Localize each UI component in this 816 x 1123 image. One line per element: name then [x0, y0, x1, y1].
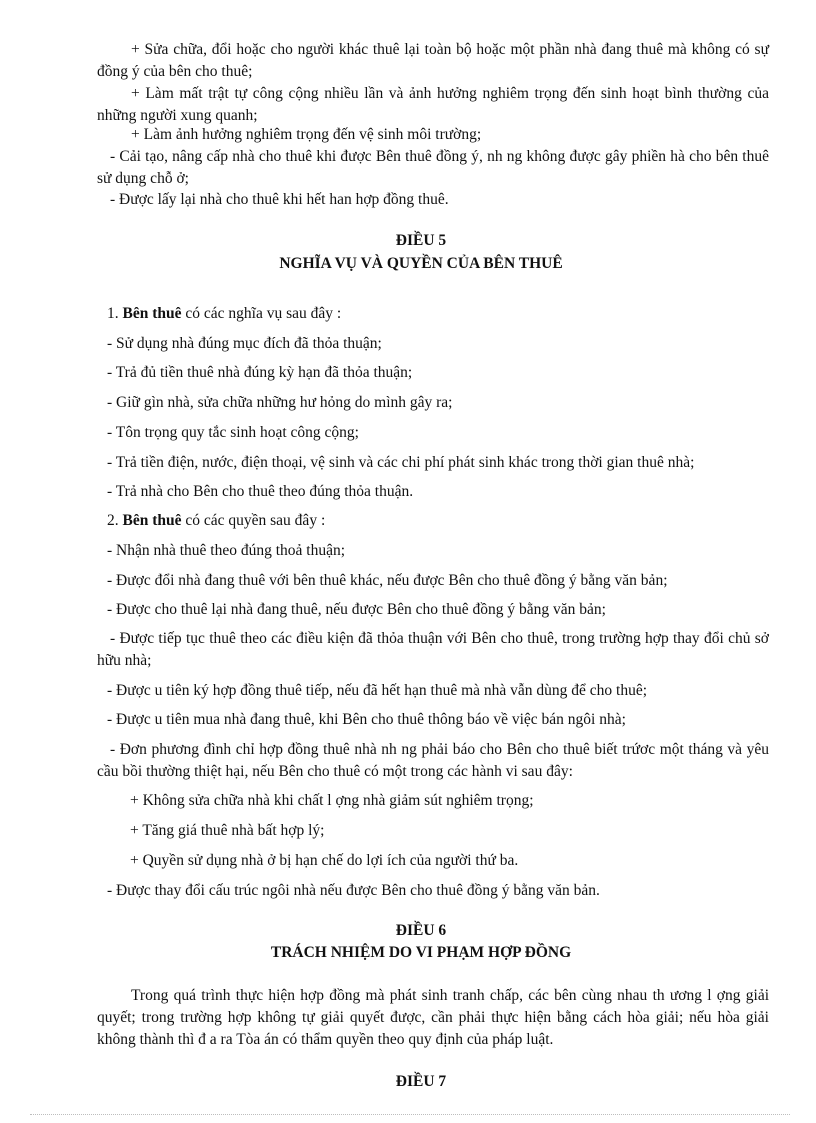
tenant-obligation-item: - Trả tiền điện, nước, điện thoại, vệ sinh và các chi phí phát sinh khác trong thời gian thuê nhà;	[107, 454, 695, 471]
landlord-right-item-public-order: + Làm mất trật tự công cộng nhiều lần và ảnh hưởng nghiêm trọng đến sinh hoạt bình thường của những người xung quanh;	[97, 85, 769, 124]
tenant-right-item: - Được cho thuê lại nhà đang thuê, nếu được Bên cho thuê đồng ý bằng văn bản;	[107, 601, 606, 618]
tenant-obligation-item: - Giữ gìn nhà, sửa chữa những hư hỏng do mình gây ra;	[107, 394, 453, 411]
article-6-title: TRÁCH NHIỆM DO VI PHẠM HỢP ĐỒNG	[270, 944, 572, 961]
landlord-right-item-sublet: + Sửa chữa, đổi hoặc cho người khác thuê lại toàn bộ hoặc một phần nhà đang thuê mà không có sự đồng ý của bên cho thuê;	[97, 41, 769, 80]
tenant-obligation-item: - Sử dụng nhà đúng mục đích đã thỏa thuận;	[107, 335, 382, 352]
tenant-obligation-item: - Tôn trọng quy tắc sinh hoạt công cộng;	[107, 424, 359, 441]
article-5-number: ĐIỀU 5	[395, 232, 447, 249]
tenant-right-item: - Nhận nhà thuê theo đúng thoả thuận;	[107, 542, 346, 559]
landlord-right-item-hygiene: + Làm ảnh hưởng nghiêm trọng đến vệ sinh môi trường;	[131, 126, 482, 143]
tenant-right-item: - Được u tiên ký hợp đồng thuê tiếp, nếu đã hết hạn thuê mà nhà vẫn dùng để cho thuê;	[107, 682, 648, 699]
tenant-right-item: - Được tiếp tục thuê theo các điều kiện đã thỏa thuận với Bên cho thuê, trong trường hợp thay đổi chủ sở hữu nhà;	[97, 630, 769, 669]
article-6-number: ĐIỀU 6	[395, 922, 447, 939]
landlord-right-renovate: - Cải tạo, nâng cấp nhà cho thuê khi được Bên thuê đồng ý, nh ng không được gây phiền hà cho bên thuê sử dụng chỗ ở;	[97, 148, 769, 187]
tenant-right-condition-item: + Tăng giá thuê nhà bất hợp lý;	[130, 822, 325, 839]
tenant-obligation-item: - Trả nhà cho Bên cho thuê theo đúng thỏa thuận.	[107, 483, 414, 500]
article-5-title: NGHĨA VỤ VÀ QUYỀN CỦA BÊN THUÊ	[279, 255, 563, 272]
page-bottom-divider	[30, 1114, 790, 1115]
tenant-rights-heading: 2. Bên thuê có các quyền sau đây :	[107, 512, 326, 529]
tenant-right-item: - Được u tiên mua nhà đang thuê, khi Bên cho thuê thông báo về việc bán ngôi nhà;	[107, 711, 626, 728]
tenant-right-item: - Được đổi nhà đang thuê với bên thuê khác, nếu được Bên cho thuê đồng ý bằng văn bản;	[107, 572, 668, 589]
tenant-right-item: - Được thay đổi cấu trúc ngôi nhà nếu được Bên cho thuê đồng ý bằng văn bản.	[107, 882, 600, 899]
tenant-right-item: - Đơn phương đình chỉ hợp đồng thuê nhà nh ng phải báo cho Bên cho thuê biết trứơc một tháng và yêu cầu bồi thường thiệt hại, nếu Bên cho thuê có một trong các hành vi sau đây:	[97, 741, 769, 780]
tenant-right-condition-item: + Không sửa chữa nhà khi chất l ợng nhà giảm sút nghiêm trọng;	[130, 792, 534, 809]
landlord-right-take-back: - Được lấy lại nhà cho thuê khi hết han hợp đồng thuê.	[110, 191, 449, 208]
article-6-body: Trong quá trình thực hiện hợp đồng mà phát sinh tranh chấp, các bên cùng nhau th ương l ợng giải quyết; trong trường hợp không tự giải quyết được, cần phải thực hiện bằng cách hòa giải; nếu hòa giải không thành thì đ a ra Tòa án có thẩm quyền theo quy định của pháp luật.	[97, 987, 769, 1048]
article-7-number: ĐIỀU 7	[395, 1073, 447, 1090]
tenant-obligation-item: - Trả đủ tiền thuê nhà đúng kỳ hạn đã thỏa thuận;	[107, 364, 413, 381]
tenant-right-condition-item: + Quyền sử dụng nhà ở bị hạn chế do lợi ích của người thứ ba.	[130, 852, 519, 869]
tenant-obligations-heading: 1. Bên thuê có các nghĩa vụ sau đây :	[107, 305, 342, 322]
